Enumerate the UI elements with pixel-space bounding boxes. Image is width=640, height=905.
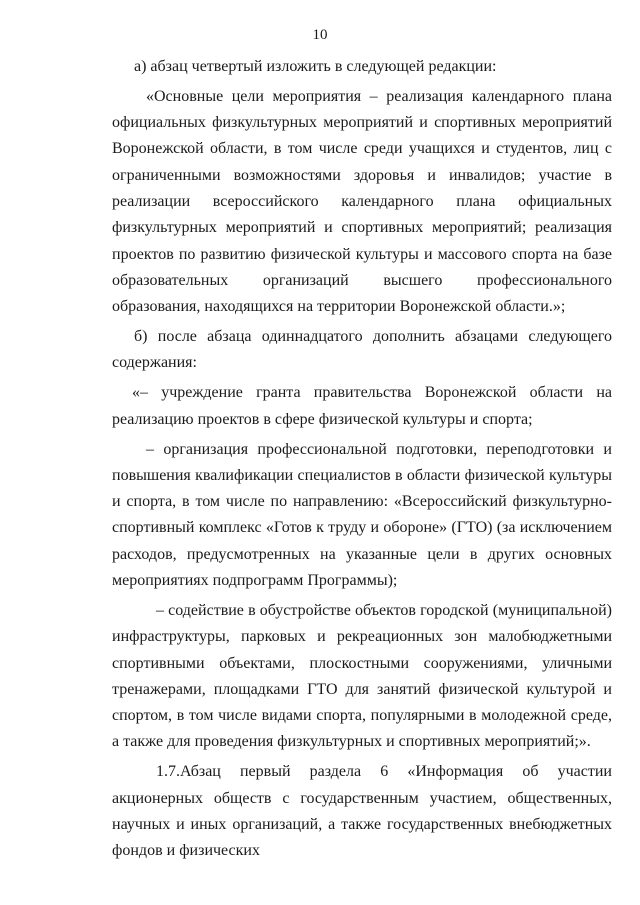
paragraph-training-item: – организация профессиональной подготовки, переподготовки и повышения квалификации специалистов в области физической культуры и спорта, в том числе по направлению: «Всероссийский физкультурно-спортивный комплекс «Готов к труду и обороне» (ГТО) (за исключением расходов, предусмотренных на указанные цели в других основных мероприятиях подпрограмм Программы);	[112, 440, 612, 590]
document-body	[112, 54, 612, 868]
page-number: 10	[312, 27, 328, 43]
item-number: 1.7.	[156, 763, 180, 781]
paragraph-grant-item: «– учреждение гранта правительства Воронежской области на реализацию проектов в сфере физической культуры и спорта;	[112, 384, 612, 428]
paragraph-goals-quote: «Основные цели мероприятия – реализация календарного плана официальных физкультурных мероприятий и спортивных мероприятий Воронежской области, в том числе среди учащихся и студентов, лиц с ограниченными возможностями здоровья и инвалидов; участие в реализации всероссийского календарного плана официальных физкультурных мероприятий и спортивных мероприятий; реализация проектов по развитию физической культуры и массового спорта на базе образовательных организаций высшего профессионального образования, находящихся на территории Воронежской области.»;	[112, 87, 612, 316]
item-text: Абзац первый раздела 6 «Информация об участии акционерных обществ с государственным участием, общественных, научных и иных организаций, а также государственных внебюджетных фондов и физических	[112, 763, 612, 860]
paragraph-item-1-7	[112, 759, 612, 864]
paragraph-infrastructure-item: – содействие в обустройстве объектов городской (муниципальной) инфраструктуры, парковых и рекреационных зон малобюджетными спортивными объектами, плоскостными сооружениями, уличными тренажерами, площадками ГТО для занятий физической культурой и спортом, в том числе видами спорта, популярными в молодежной среде, а также для проведения физкультурных и спортивных мероприятий;».	[112, 601, 612, 751]
paragraph-a: а) абзац четвертый изложить в следующей редакции:	[134, 58, 497, 75]
paragraph-b: б) после абзаца одиннадцатого дополнить абзацами следующего содержания:	[112, 328, 612, 372]
